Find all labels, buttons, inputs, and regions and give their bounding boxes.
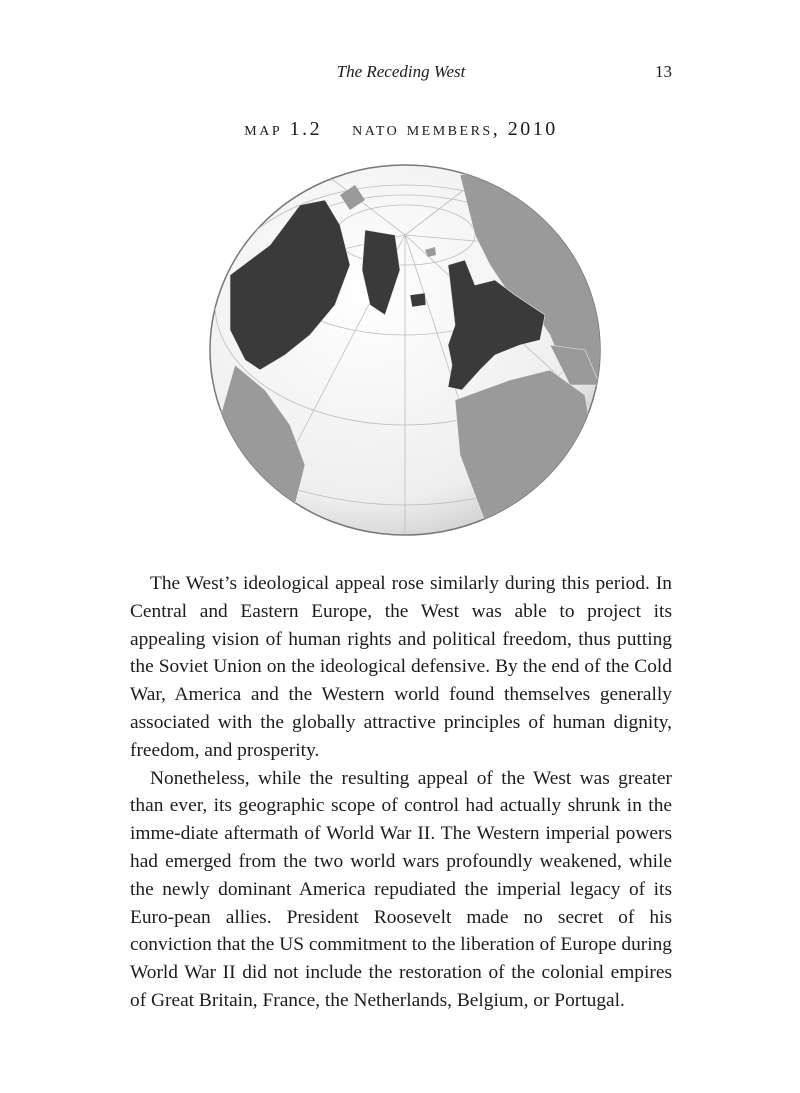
map-label: map 1.2 [244, 118, 323, 140]
running-head [130, 62, 672, 86]
body-text [130, 570, 672, 1015]
running-title: The Receding West [336, 62, 466, 81]
iceland-nato [410, 293, 426, 307]
paragraph-1: The West’s ideological appeal rose similarly during this period. In Central and Eastern Europe, the West was able to project its appealing vision of human rights and political freedom, thus putting the Soviet Union on the ideological defensive. By the end of the Cold War, America and the Western world found themselves generally associated with the globally attractive principles of human dignity, freedom, and prosperity. [130, 573, 672, 761]
nato-globe-map [190, 155, 620, 545]
map-title: nato members, 2010 [352, 118, 558, 140]
page-number: 13 [655, 62, 672, 81]
paragraph-2: Nonetheless, while the resulting appeal of the West was greater than ever, its geographic scope of control had actually shrunk in the imme-diate aftermath of World War II. The Western imperial powers had emerged from the two world wars profoundly weakened, while the newly dominant America repudiated the imperial legacy of its Euro-pean allies. President Roosevelt made no secret of his conviction that the US commitment to the liberation of Europe during World War II did not include the restoration of the colonial empires of Great Britain, France, the Netherlands, Belgium, or Portugal. [130, 767, 672, 1011]
map-caption [130, 118, 672, 141]
